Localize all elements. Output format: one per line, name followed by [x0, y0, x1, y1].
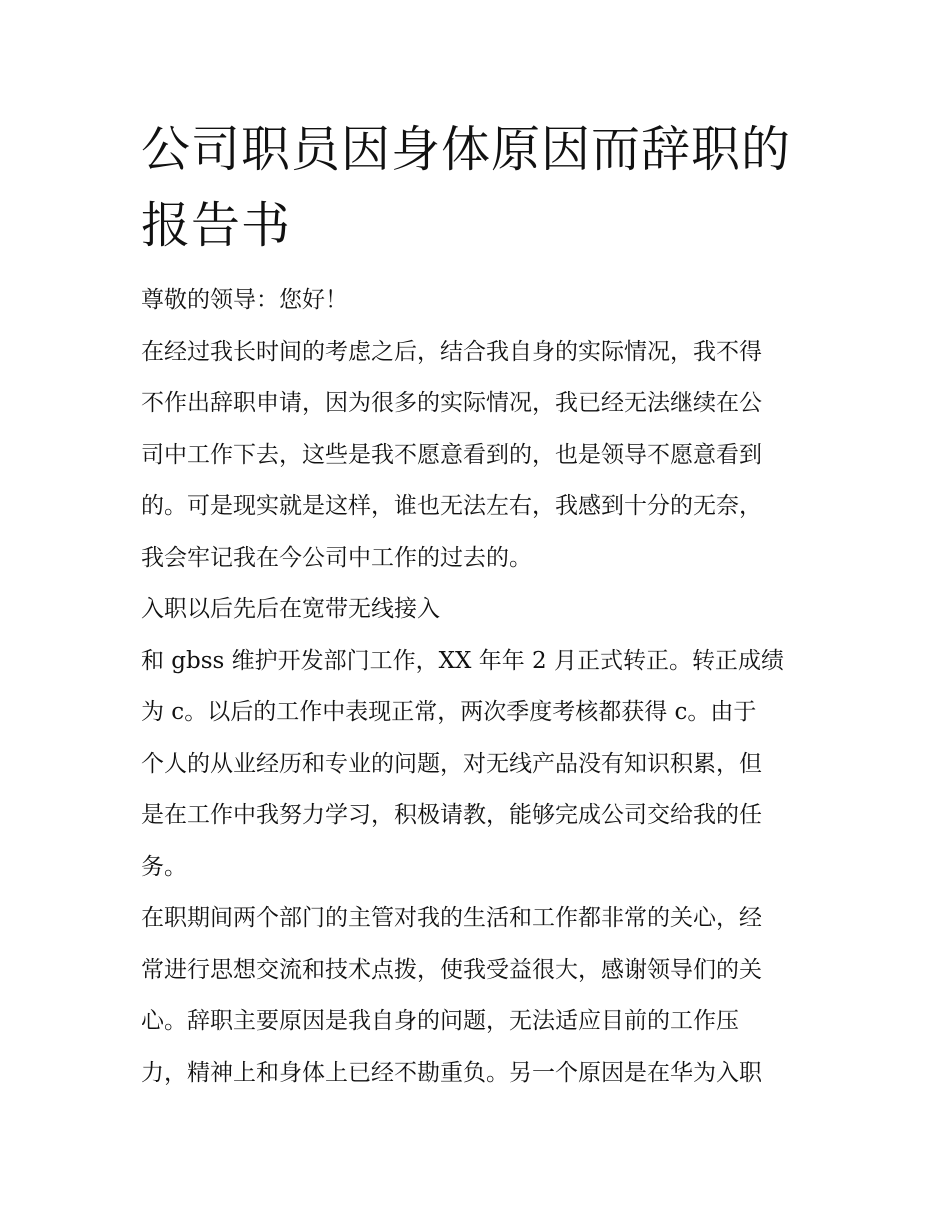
paragraph-line: 在职期间两个部门的主管对我的生活和工作都非常的关心，经	[141, 905, 762, 931]
paragraph-line: 不作出辞职申请，因为很多的实际情况，我已经无法继续在公	[141, 390, 762, 416]
paragraph-3	[141, 636, 813, 894]
paragraph-line: 入职以后先后在宽带无线接入	[141, 596, 440, 622]
paragraph-line: 常进行思想交流和技术点拨，使我受益很大，感谢领导们的关	[141, 956, 762, 983]
paragraph-line: 是在工作中我努力学习，积极请教，能够完成公司交给我的任	[141, 802, 762, 828]
paragraph-line: 司中工作下去，这些是我不愿意看到的，也是领导不愿意看到	[141, 441, 762, 468]
paragraph-line: 为 c。以后的工作中表现正常，两次季度考核都获得 c。由于	[141, 699, 757, 725]
paragraph-line: 的。可是现实就是这样，谁也无法左右，我感到十分的无奈，	[141, 493, 762, 519]
paragraph-line: 个人的从业经历和专业的问题，对无线产品没有知识积累，但	[141, 750, 762, 777]
paragraph-line: 务。	[141, 853, 187, 880]
document-content	[141, 112, 813, 1099]
paragraph-line: 力，精神上和身体上已经不勘重负。另一个原因是在华为入职	[141, 1059, 762, 1086]
paragraph-line: 和 gbss 维护开发部门工作，XX 年年 2 月正式转正。转正成绩	[141, 647, 784, 674]
paragraph-1	[141, 327, 813, 585]
document-title	[141, 112, 813, 264]
paragraph-line: 在经过我长时间的考虑之后，结合我自身的实际情况，我不得	[141, 338, 762, 365]
paragraph-line: 心。辞职主要原因是我自身的问题，无法适应目前的工作压	[141, 1008, 739, 1034]
title-line: 公司职员因身体原因而辞职的	[141, 121, 792, 178]
paragraph-2	[141, 584, 813, 636]
title-line: 报告书	[141, 197, 292, 254]
greeting: 尊敬的领导：您好！	[141, 287, 348, 313]
paragraph-line: 我会牢记我在今公司中工作的过去的。	[141, 544, 532, 571]
paragraph-4	[141, 893, 813, 1099]
